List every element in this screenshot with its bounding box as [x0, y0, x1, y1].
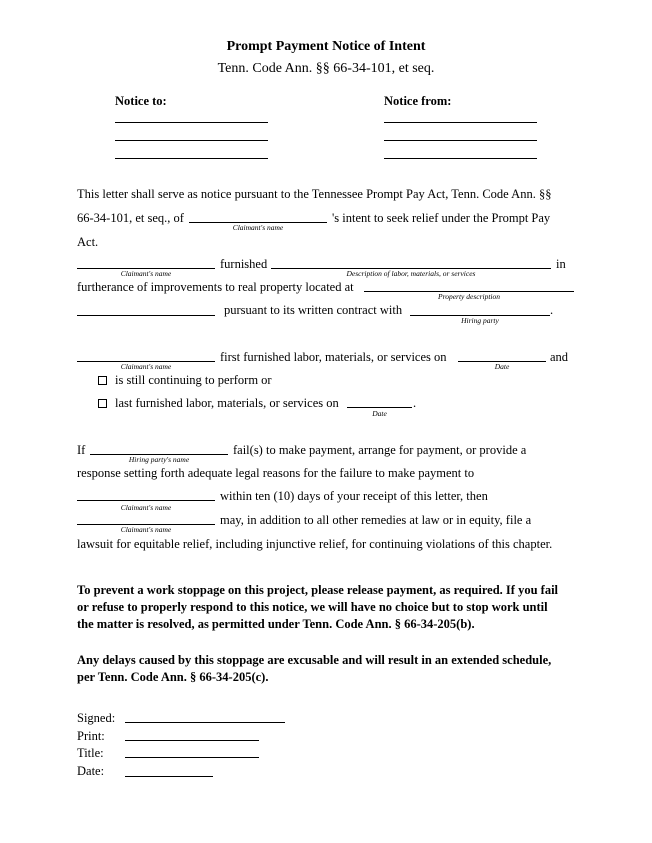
p3-line-3: within ten (10) days of your receipt of this letter, then	[220, 489, 488, 503]
caption-claimant-name-1: Claimant's name	[232, 223, 284, 232]
caption-claimant-name-3: Claimant's name	[120, 362, 172, 371]
notice-from-line-3[interactable]	[384, 158, 537, 159]
caption-claimant-name-2: Claimant's name	[120, 269, 172, 278]
caption-description: Description of labor, materials, or services	[346, 269, 476, 278]
delay-line-1: Any delays caused by this stoppage are excusable and will result in an extended schedule,	[77, 653, 552, 667]
p3-line-2: response setting forth adequate legal reasons for the failure to make payment to	[77, 466, 475, 480]
notice-to-line-1[interactable]	[115, 122, 268, 123]
caption-hiring-party: Hiring party	[461, 316, 499, 325]
contract-party-field-1[interactable]	[77, 315, 215, 316]
notice-from-line-2[interactable]	[384, 140, 537, 141]
p2-option-1: is still continuing to perform or	[115, 373, 272, 387]
p2-line-1-and: and	[550, 350, 569, 364]
signed-label: Signed:	[77, 711, 116, 725]
p1-line-4-in: in	[556, 257, 566, 271]
document-title: Prompt Payment Notice of Intent	[226, 39, 426, 54]
p3-line-5: lawsuit for equitable relief, including injunctive relief, for continuing violations of this chapter.	[77, 537, 553, 551]
p1-line-5: furtherance of improvements to real property located at	[77, 280, 354, 294]
p1-line-6: pursuant to its written contract with	[224, 303, 403, 317]
notice-to-line-2[interactable]	[115, 140, 268, 141]
warning-line-1: To prevent a work stoppage on this project, please release payment, as required. If you fail	[77, 583, 559, 597]
caption-claimant-name-4: Claimant's name	[120, 503, 172, 512]
p1-line-3: Act.	[77, 235, 99, 249]
p2-option-2-period: .	[413, 396, 417, 410]
p1-line-1: This letter shall serve as notice pursuant to the Tennessee Prompt Pay Act, Tenn. Code Ann. §§	[77, 187, 552, 201]
date-label: Date:	[77, 764, 105, 778]
p1-line-2-start: 66-34-101, et seq., of	[77, 211, 184, 225]
claimant-name-field-4[interactable]	[77, 500, 215, 501]
notice-from-line-1[interactable]	[384, 122, 537, 123]
title-field[interactable]	[125, 757, 259, 758]
p3-line-1-if: If	[77, 443, 86, 457]
caption-hiring-partys-name: Hiring party's name	[128, 455, 190, 464]
print-field[interactable]	[125, 740, 259, 741]
p3-line-1: fail(s) to make payment, arrange for payment, or provide a	[233, 443, 527, 457]
p2-line-1: first furnished labor, materials, or services on	[220, 350, 447, 364]
caption-date-2: Date	[372, 409, 387, 418]
date-field[interactable]	[125, 776, 213, 777]
caption-property: Property description	[437, 292, 500, 301]
last-furnished-checkbox[interactable]	[98, 399, 107, 408]
notice-from-label: Notice from:	[384, 94, 452, 108]
delay-line-2: per Tenn. Code Ann. § 66-34-205(c).	[77, 670, 269, 684]
p3-line-4: may, in addition to all other remedies at law or in equity, file a	[220, 513, 532, 527]
p2-option-2: last furnished labor, materials, or services on	[115, 396, 339, 410]
caption-claimant-name-5: Claimant's name	[120, 525, 172, 534]
p1-line-6-period: .	[550, 303, 554, 317]
p1-line-4-furnished: furnished	[220, 257, 268, 271]
continuing-checkbox[interactable]	[98, 376, 107, 385]
title-label: Title:	[77, 746, 104, 760]
warning-line-3: the matter is resolved, as permitted under Tenn. Code Ann. § 66-34-205(b).	[77, 617, 475, 631]
notice-to-line-3[interactable]	[115, 158, 268, 159]
print-label: Print:	[77, 729, 105, 743]
document-subtitle: Tenn. Code Ann. §§ 66-34-101, et seq.	[217, 61, 435, 76]
warning-line-2: or refuse to properly respond to this notice, we will have no choice but to stop work until	[77, 600, 548, 614]
caption-date-1: Date	[494, 362, 510, 371]
signed-field[interactable]	[125, 722, 285, 723]
notice-to-label: Notice to:	[115, 94, 167, 108]
p1-line-2-end: 's intent to seek relief under the Prompt Pay	[332, 211, 551, 225]
last-furnished-date-field[interactable]	[347, 407, 412, 408]
